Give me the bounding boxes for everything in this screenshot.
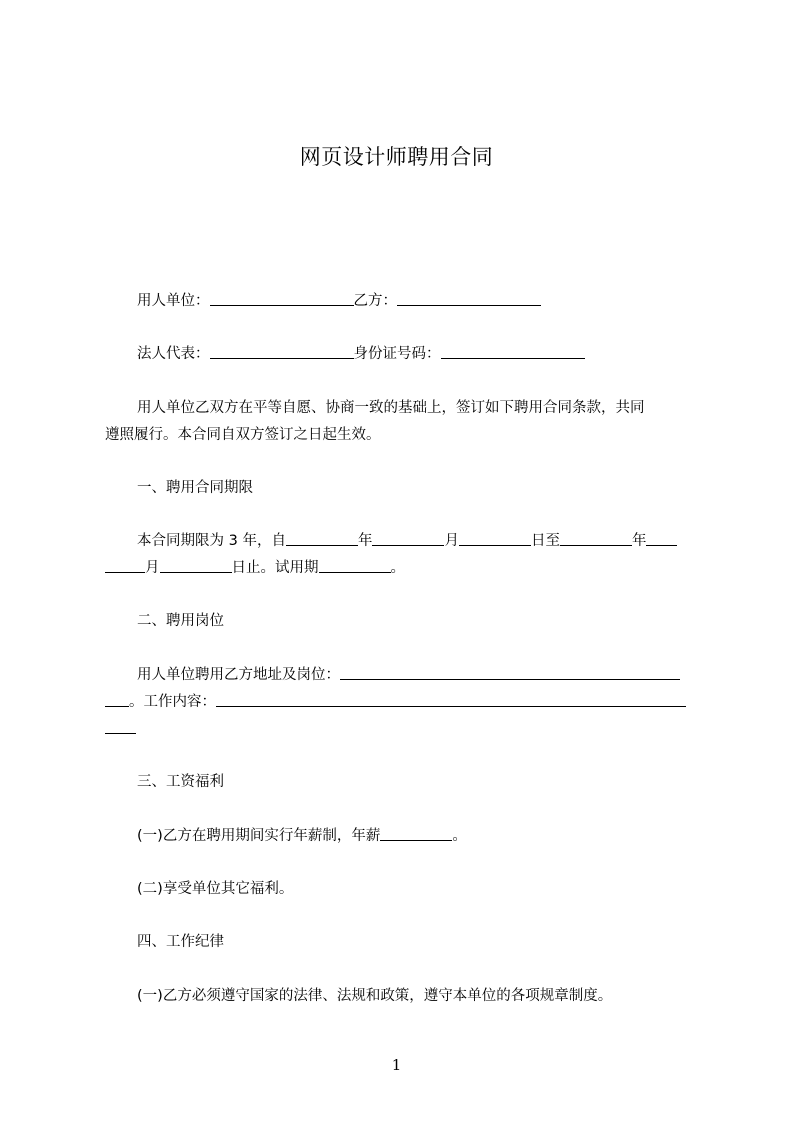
position-blank-rest	[105, 692, 129, 707]
month-label: 月	[444, 533, 459, 549]
salary-blank	[380, 826, 452, 841]
salary-period: 。	[452, 828, 467, 844]
section-heading-position: 二、聘用岗位	[137, 613, 224, 629]
job-content-blank-rest	[105, 719, 136, 734]
page-number: 1	[391, 1056, 402, 1074]
term-line-1	[137, 531, 677, 551]
term-text-start: 本合同期限为 3 年，自	[137, 533, 286, 549]
salary-text: (一)乙方在聘用期间实行年薪制，年薪	[137, 828, 381, 844]
discipline-item-1: (一)乙方必须遵守国家的法律、法规和政策，遵守本单位的各项规章制度。	[137, 988, 613, 1004]
position-line-2	[105, 692, 686, 712]
start-day-blank	[459, 531, 531, 546]
end-month-blank-rest	[105, 558, 145, 573]
party-b-blank	[397, 291, 541, 306]
term-end-text: 日止。试用期	[231, 560, 319, 576]
probation-blank	[319, 558, 391, 573]
position-text: 用人单位聘用乙方地址及岗位：	[137, 667, 340, 683]
end-year-blank	[560, 531, 632, 546]
legal-rep-blank	[210, 344, 354, 359]
id-number-blank	[441, 344, 585, 359]
section-heading-term: 一、聘用合同期限	[137, 480, 253, 496]
employer-blank	[210, 291, 354, 306]
end-day-blank	[160, 558, 232, 573]
party-b-label: 乙方：	[353, 293, 397, 309]
section-heading-salary: 三、工资福利	[137, 774, 224, 790]
day-to-label: 日至	[530, 533, 560, 549]
year-label-2: 年	[631, 533, 647, 549]
job-content-blank	[216, 692, 686, 707]
salary-item-1	[137, 826, 467, 846]
legal-rep-label: 法人代表：	[137, 346, 210, 362]
position-blank	[340, 665, 680, 680]
start-month-blank	[372, 531, 444, 546]
intro-line-2: 遵照履行。本合同自双方签订之日起生效。	[105, 427, 381, 443]
year-label: 年	[357, 533, 373, 549]
section-heading-discipline: 四、工作纪律	[137, 934, 224, 950]
employer-label: 用人单位：	[137, 293, 210, 309]
id-number-label: 身份证号码：	[353, 346, 441, 362]
position-line-3	[105, 719, 136, 739]
end-month-blank-part	[646, 531, 677, 546]
month-label-2: 月	[145, 560, 160, 576]
intro-line-1: 用人单位乙双方在平等自愿、协商一致的基础上，签订如下聘用合同条款，共同	[137, 400, 645, 416]
document-title: 网页设计师聘用合同	[299, 145, 494, 169]
term-period: 。	[390, 560, 405, 576]
job-content-label: 。工作内容：	[129, 694, 216, 710]
salary-item-2: (二)享受单位其它福利。	[137, 881, 294, 897]
position-line-1	[137, 665, 680, 685]
party-line	[137, 291, 541, 311]
legal-rep-line	[137, 344, 585, 364]
start-year-blank	[286, 531, 358, 546]
term-line-2	[105, 558, 405, 578]
